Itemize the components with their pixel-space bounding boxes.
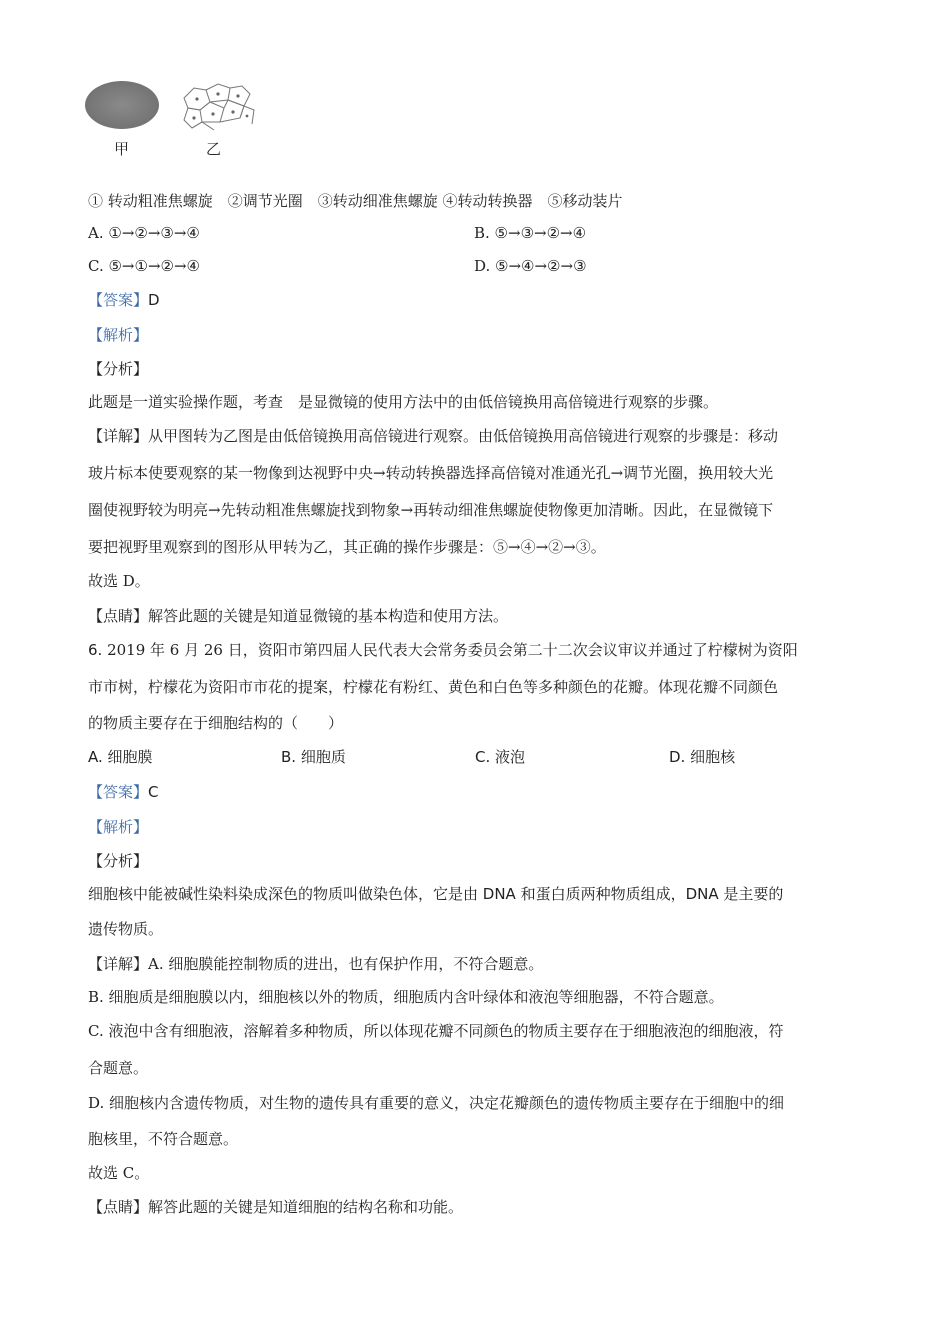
q6-detail-line-b: B. 细胞质是细胞膜以内，细胞核以外的物质，细胞质内含叶绿体和液泡等细胞器，不符合题意。 <box>88 988 724 1006</box>
q6-number: 6. <box>88 641 103 659</box>
q5-detail-line-3: 圈使视野较为明亮→先转动粗准焦螺旋找到物象→再转动细准焦螺旋使物像更加清晰。因此，在显微镜下 <box>88 501 774 519</box>
q5-conclusion: 故选 D。 <box>88 572 150 590</box>
q6-dianjing-text: 解答此题的关键是知道细胞的结构名称和功能。 <box>148 1198 464 1216</box>
q5-detail-tag: 【详解】 <box>88 427 149 445</box>
q6-fenxi-text-1c: 是主要的 <box>718 885 784 903</box>
q6-detail-line-d1: D. 细胞核内含遗传物质，对生物的遗传具有重要的意义，决定花瓣颜色的遗传物质主要存在于细胞中的细 <box>88 1094 785 1112</box>
q6-stem-text-1: 2019 年 6 月 26 日，资阳市第四届人民代表大会常务委员会第二十二次会议审议并通过了柠檬树为资阳 <box>102 641 798 659</box>
q5-detail-line-4: 要把视野里观察到的图形从甲转为乙，其正确的操作步骤是：⑤→④→②→③。 <box>88 538 606 556</box>
q6-option-a <box>88 746 153 767</box>
q6-option-a-letter: A. <box>88 748 103 766</box>
q6-fenxi-line-1 <box>88 883 783 904</box>
q6-option-b-text: 细胞质 <box>296 748 346 766</box>
q6-dna-1: DNA <box>482 885 516 903</box>
q6-answer-tag: 【答案】 <box>88 783 149 801</box>
q5-option-c: C. ⑤→①→②→④ <box>88 257 200 275</box>
q5-detail-text-1: 从甲图转为乙图是由低倍镜换用高倍镜进行观察。由低倍镜换用高倍镜进行观察的步骤是：移动 <box>148 427 779 445</box>
figure-microscope-views <box>84 78 264 160</box>
q6-option-c <box>475 746 525 767</box>
q5-dianjing-tag: 【点睛】 <box>88 607 149 625</box>
q6-conclusion: 故选 C。 <box>88 1164 150 1182</box>
q6-option-c-text: 液泡 <box>490 748 526 766</box>
q5-answer-value: D <box>148 291 160 309</box>
q6-option-b-letter: B. <box>281 748 297 766</box>
q6-dianjing-row <box>88 1196 463 1217</box>
figure-label-yi: 乙 <box>206 140 222 158</box>
q6-option-d <box>669 746 735 767</box>
q5-detail-line-1 <box>88 425 778 446</box>
q6-detail-text-a: A. 细胞膜能控制物质的进出，也有保护作用，不符合题意。 <box>148 955 544 973</box>
q6-option-b <box>281 746 346 767</box>
q5-detail-line-2: 玻片标本使要观察的某一物像到达视野中央→转动转换器选择高倍镜对准通光孔→调节光圈，换用较大光 <box>88 464 774 482</box>
q5-dianjing-text: 解答此题的关键是知道显微镜的基本构造和使用方法。 <box>148 607 509 625</box>
q5-analysis-tag: 【解析】 <box>88 326 149 344</box>
q5-dianjing-row <box>88 605 508 626</box>
q6-detail-line-a <box>88 953 543 974</box>
q6-detail-tag: 【详解】 <box>88 955 149 973</box>
q6-option-a-text: 细胞膜 <box>102 748 153 766</box>
q5-answer-row <box>88 289 160 310</box>
q6-detail-line-c1: C. 液泡中含有细胞液，溶解着多种物质，所以体现花瓣不同颜色的物质主要存在于细胞液泡的细胞液，符 <box>88 1022 784 1040</box>
q6-option-c-letter: C. <box>475 748 491 766</box>
q6-dna-2: DNA <box>685 885 719 903</box>
figure-label-jia: 甲 <box>114 140 130 158</box>
q6-fenxi-text-1b: 和蛋白质两种物质组成， <box>515 885 686 903</box>
q5-option-b: B. ⑤→③→②→④ <box>474 224 587 242</box>
q6-fenxi-line-2: 遗传物质。 <box>88 920 164 938</box>
q6-answer-row <box>88 781 159 802</box>
q6-answer-value: C <box>148 783 159 801</box>
q6-analysis-tag: 【解析】 <box>88 818 149 836</box>
q6-stem-line-1 <box>88 639 798 660</box>
q6-dianjing-tag: 【点睛】 <box>88 1198 149 1216</box>
q6-stem-line-3: 的物质主要存在于细胞结构的（ ） <box>88 714 344 732</box>
q5-fenxi-text: 此题是一道实验操作题，考查 是显微镜的使用方法中的由低倍镜换用高倍镜进行观察的步骤。 <box>88 393 719 411</box>
q6-option-d-text: 细胞核 <box>685 748 736 766</box>
q6-detail-line-c2: 合题意。 <box>88 1059 149 1077</box>
q5-fenxi-tag: 【分析】 <box>88 360 149 378</box>
q6-fenxi-text-1a: 细胞核中能被碱性染料染成深色的物质叫做染色体，它是由 <box>88 885 483 903</box>
q5-steps: ① 转动粗准焦螺旋 ②调节光圈 ③转动细准焦螺旋 ④转动转换器 ⑤移动装片 <box>88 192 623 210</box>
q6-detail-line-d2: 胞核里，不符合题意。 <box>88 1130 239 1148</box>
figure-jia-image <box>84 78 164 134</box>
q5-answer-tag: 【答案】 <box>88 291 149 309</box>
q5-option-d: D. ⑤→④→②→③ <box>474 257 587 275</box>
figure-yi-image <box>180 78 260 134</box>
q5-option-a: A. ①→②→③→④ <box>88 224 200 242</box>
q6-stem-line-2: 市市树，柠檬花为资阳市市花的提案，柠檬花有粉红、黄色和白色等多种颜色的花瓣。体现花瓣不同颜色 <box>88 678 779 696</box>
q6-option-d-letter: D. <box>669 748 686 766</box>
q6-fenxi-tag: 【分析】 <box>88 852 149 870</box>
